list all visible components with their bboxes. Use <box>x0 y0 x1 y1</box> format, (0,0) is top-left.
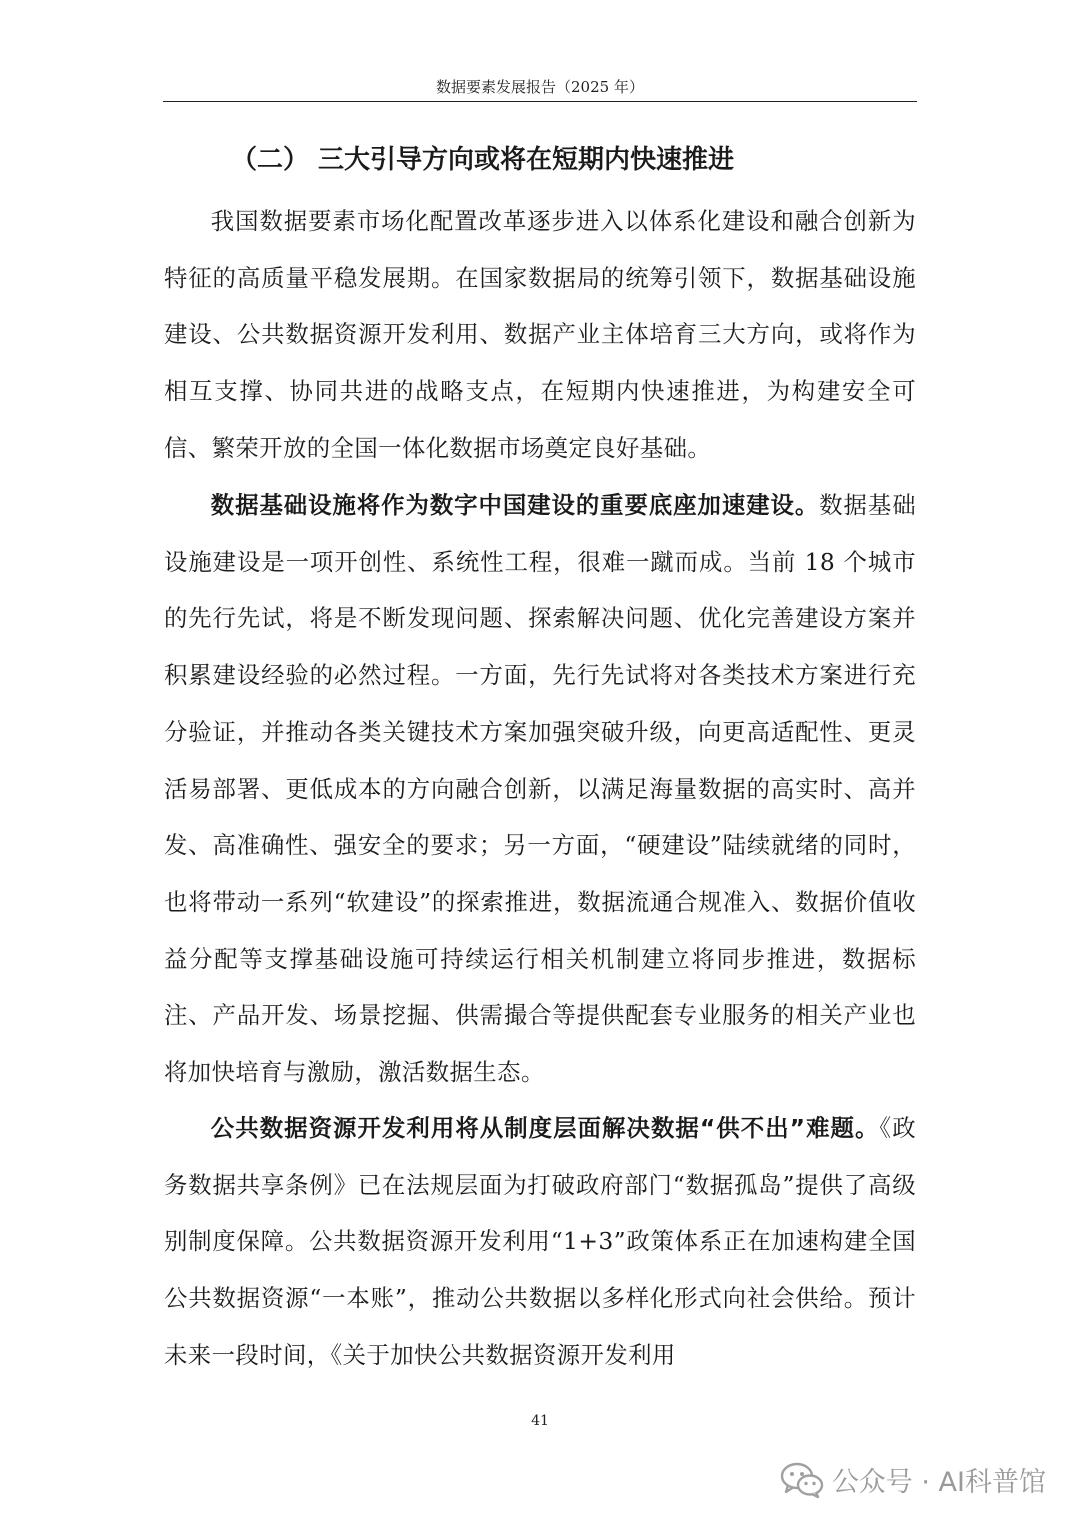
paragraph-text: 《政务数据共享条例》已在法规层面为打破政府部门“数据孤岛”提供了高级别制度保障。公共数据资源开发利用“1+3”政策体系正在加速构建全国公共数据资源“一本账”，推动公共数据以多样化形式向社会供给。预计未来一段时间，《关于加快公共数据资源开发利用 <box>164 1114 916 1369</box>
paragraph-intro <box>164 193 916 477</box>
paragraph-text: 数据基础设施建设是一项开创性、系统性工程，很难一蹴而成。当前 18 个城市的先行先试，将是不断发现问题、探索解决问题、优化完善建设方案并积累建设经验的必然过程。一方面，先行先试将对各类技术方案进行充分验证，并推动各类关键技术方案加强突破升级，向更高适配性、更灵活易部署、更低成本的方向融合创新，以满足海量数据的高实时、高并发、高准确性、强安全的要求；另一方面，“硬建设”陆续就绪的同时，也将带动一系列“软建设”的探索推进，数据流通合规准入、数据价值收益分配等支撑基础设施可持续运行相关机制建立将同步推进，数据标注、产品开发、场景挖掘、供需撮合等提供配套专业服务的相关产业也将加快培育与激励，激活数据生态。 <box>164 491 917 1087</box>
wechat-icon <box>780 1461 824 1499</box>
paragraph-lead: 公共数据资源开发利用将从制度层面解决数据“供不出”难题。 <box>210 1114 880 1142</box>
paragraph-public-data <box>164 1100 916 1384</box>
paragraph-lead: 数据基础设施将作为数字中国建设的重要底座加速建设。 <box>210 491 820 519</box>
watermark <box>780 1460 1046 1499</box>
header-title: 数据要素发展报告（2025 年） <box>436 78 644 96</box>
section-heading: （二） 三大引导方向或将在短期内快速推进 <box>231 145 735 175</box>
page-number: 41 <box>531 1413 549 1429</box>
paragraph-text: 我国数据要素市场化配置改革逐步进入以体系化建设和融合创新为特征的高质量平稳发展期。在国家数据局的统筹引领下，数据基础设施建设、公共数据资源开发利用、数据产业主体培育三大方向，或将作为相互支撑、协同共进的战略支点，在短期内快速推进，为构建安全可信、繁荣开放的全国一体化数据市场奠定良好基础。 <box>164 207 916 462</box>
paragraph-data-infrastructure <box>164 477 916 1101</box>
watermark-text: 公众号 · AI科普馆 <box>831 1467 1046 1498</box>
running-header <box>163 74 917 102</box>
